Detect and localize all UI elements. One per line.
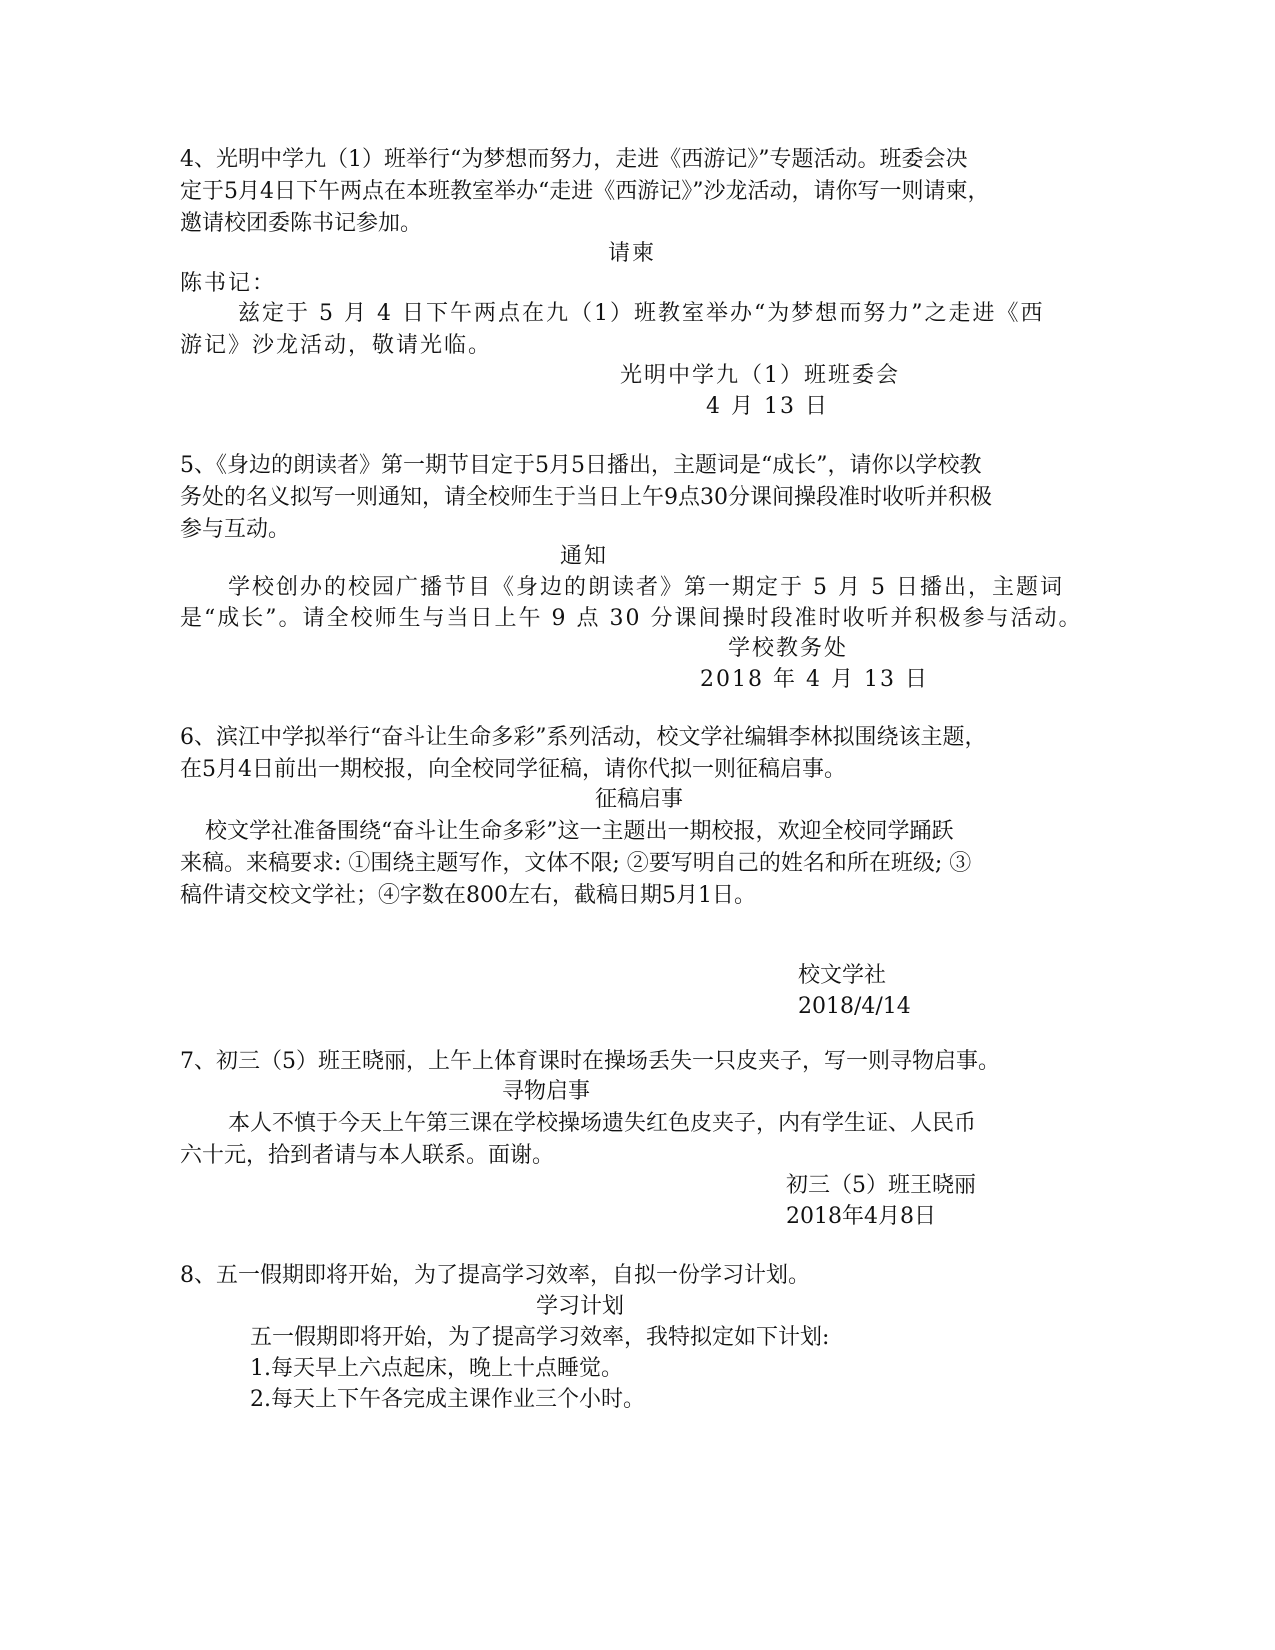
q4-body-line1: 兹定于 5 月 4 日下午两点在九（1）班教室举办“为梦想而努力”之走进《西 xyxy=(238,301,1045,326)
q5-title: 通知 xyxy=(560,544,609,569)
q4-prompt-line3: 邀请校团委陈书记参加。 xyxy=(180,211,423,236)
q6-prompt-line2: 在5月4日前出一期校报，向全校同学征稿，请你代拟一则征稿启事。 xyxy=(180,757,846,782)
q6-date: 2018/4/14 xyxy=(798,994,911,1019)
q6-title: 征稿启事 xyxy=(595,787,684,812)
q5-date: 2018 年 4 月 13 日 xyxy=(700,667,929,692)
q4-salutation: 陈书记： xyxy=(180,271,277,296)
q7-body-line1: 本人不慎于今天上午第三课在学校操场遗失红色皮夹子，内有学生证、人民币 xyxy=(228,1111,977,1136)
q7-signature: 初三（5）班王晓丽 xyxy=(786,1173,976,1198)
q7-prompt-line1: 7、初三（5）班王晓丽，上午上体育课时在操场丢失一只皮夹子，写一则寻物启事。 xyxy=(180,1049,1000,1074)
q4-title: 请柬 xyxy=(608,241,657,266)
q4-body-line2: 游记》沙龙活动，敬请光临。 xyxy=(180,333,493,358)
q4-date: 4 月 13 日 xyxy=(706,394,829,419)
q8-item2: 2.每天上下午各完成主课作业三个小时。 xyxy=(250,1387,645,1412)
q6-prompt-line1: 6、滨江中学拟举行“奋斗让生命多彩”系列活动，校文学社编辑李林拟围绕该主题， xyxy=(180,725,987,750)
q5-signature: 学校教务处 xyxy=(728,636,849,661)
q5-body-line1: 学校创办的校园广播节目《身边的朗读者》第一期定于 5 月 5 日播出，主题词 xyxy=(228,575,1064,600)
q8-item1: 1.每天早上六点起床，晚上十点睡觉。 xyxy=(250,1356,623,1381)
q4-prompt-line2: 定于5月4日下午两点在本班教室举办“走进《西游记》”沙龙活动，请你写一则请柬， xyxy=(180,179,990,204)
q4-signature: 光明中学九（1）班班委会 xyxy=(620,363,900,388)
q7-body-line2: 六十元，拾到者请与本人联系。面谢。 xyxy=(180,1143,555,1168)
q7-date: 2018年4月8日 xyxy=(786,1204,936,1229)
q8-title: 学习计划 xyxy=(536,1294,625,1319)
q6-signature: 校文学社 xyxy=(798,963,887,988)
q8-body-line1: 五一假期即将开始，为了提高学习效率，我特拟定如下计划: xyxy=(250,1325,830,1350)
q5-body-line2: 是“成长”。请全校师生与当日上午 9 点 30 分课间操时段准时收听并积极参与活动。 xyxy=(180,606,1083,631)
q5-prompt-line3: 参与互动。 xyxy=(180,517,291,542)
q6-body-line2: 来稿。来稿要求: ①围绕主题写作，文体不限; ②要写明自己的姓名和所在班级; ③ xyxy=(180,851,972,876)
q7-title: 寻物启事 xyxy=(502,1079,591,1104)
q6-body-line3: 稿件请交校文学社；④字数在800左右，截稿日期5月1日。 xyxy=(180,883,756,908)
q8-prompt-line1: 8、五一假期即将开始，为了提高学习效率，自拟一份学习计划。 xyxy=(180,1263,810,1288)
q5-prompt-line2: 务处的名义拟写一则通知，请全校师生于当日上午9点30分课间操段准时收听并积极 xyxy=(180,485,992,510)
q4-prompt-line1: 4、光明中学九（1）班举行“为梦想而努力，走进《西游记》”专题活动。班委会决 xyxy=(180,147,968,172)
q6-body-line1: 校文学社准备围绕“奋斗让生命多彩”这一主题出一期校报，欢迎全校同学踊跃 xyxy=(205,819,954,844)
q5-prompt-line1: 5、《身边的朗读者》第一期节目定于5月5日播出，主题词是“成长”，请你以学校教 xyxy=(180,453,982,478)
